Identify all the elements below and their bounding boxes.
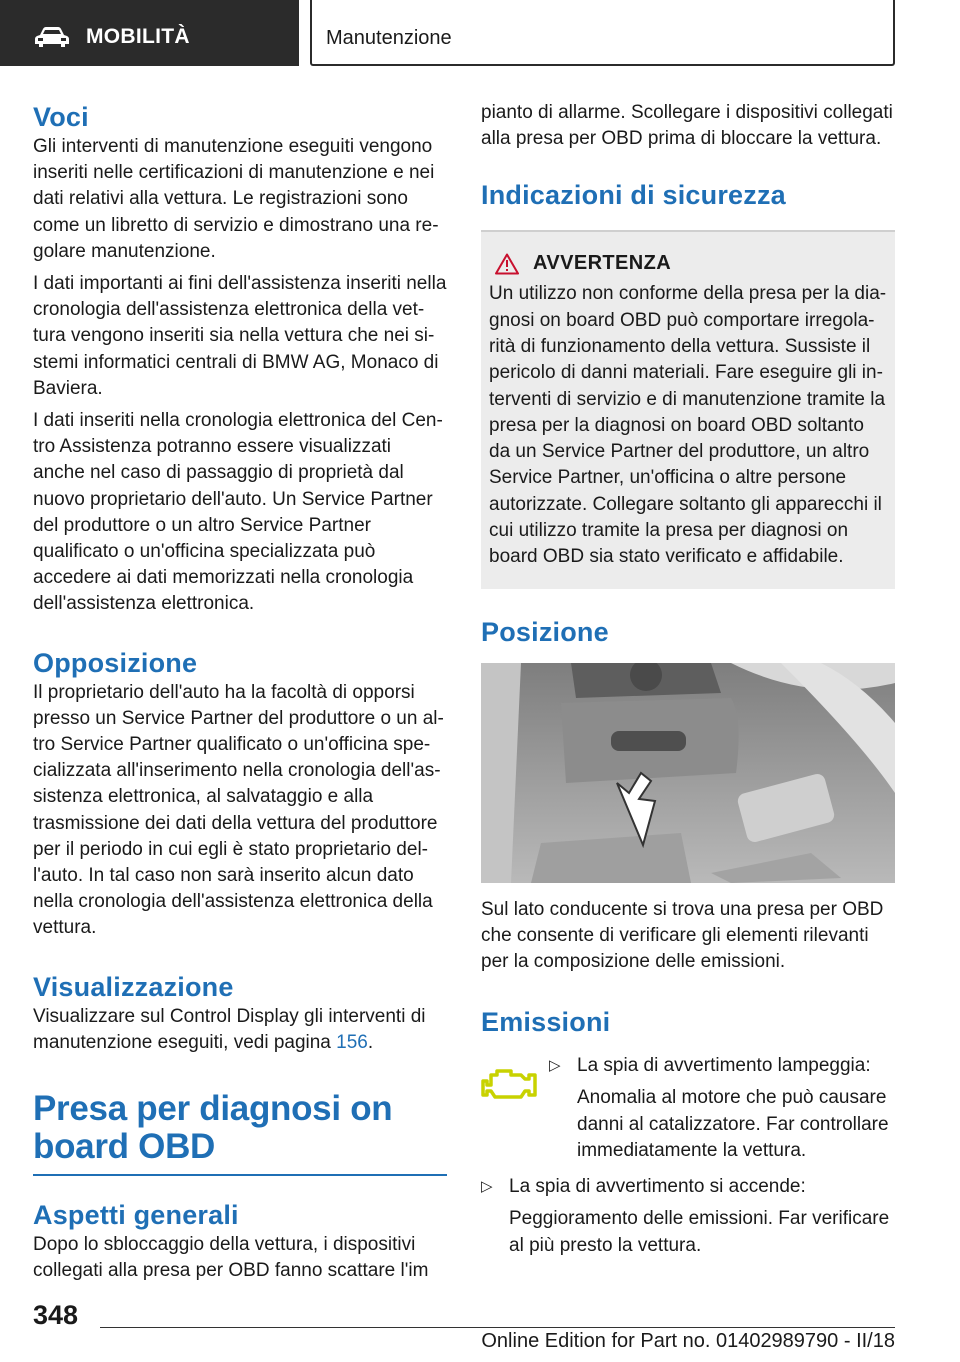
obd-heading-block	[33, 1090, 447, 1176]
list-item-detail: Peggioramento delle emissioni. Far verificare al più presto la vettura.	[509, 1208, 890, 1256]
voci-paragraph-2: I dati importanti ai fini dell'assistenza inseriti nella cronologia dell'assistenza elettronica della vettura vengono inseriti sia nella vettura che nei sistemi informatici centrali di BMW AG, Monaco di Baviera.	[33, 273, 447, 399]
chapter-label: MOBILITÀ	[86, 25, 190, 48]
heading-aspetti-generali: Aspetti generali	[33, 1200, 239, 1231]
car-icon	[34, 26, 70, 48]
heading-voci: Voci	[33, 102, 89, 132]
continued-paragraph: pianto di allarme. Scollegare i dispositivi collegati alla presa per OBD prima di bloccare la vettura.	[481, 102, 893, 150]
aspetti-paragraph: Dopo lo sbloccaggio della vettura, i dispositivi collegati alla presa per OBD fanno scattare l'im	[33, 1234, 429, 1282]
heading-opposizione: Opposizione	[33, 647, 198, 678]
obd-location-photo	[481, 663, 895, 883]
footer-edition: Online Edition for Part no. 01402989790 - II/18	[481, 1330, 895, 1352]
list-item: ▷ La spia di avvertimento si accende: Peggioramento delle emissioni. Far verificare al più presto la vettura.	[481, 1174, 895, 1259]
page-number: 348	[33, 1300, 79, 1330]
emissioni-list	[547, 1053, 895, 1164]
heading-visualizzazione: Visualizzazione	[33, 971, 234, 1002]
voci-paragraph-1: Gli interventi di manutenzione eseguiti vengono inseriti nelle certificazioni di manutenzione e nei dati relativi alla vettura. Le registrazioni sono come un libretto di servizio e dimostrano una regolare manutenzione.	[33, 136, 439, 262]
warning-triangle-icon	[495, 253, 519, 275]
visualizzazione-paragraph: Visualizzare sul Control Display gli interventi di manutenzione eseguiti, vedi pagina 156.	[33, 1005, 426, 1053]
list-item: ▷ La spia di avvertimento lampeggia:	[549, 1053, 895, 1079]
chapter-tab	[0, 0, 299, 66]
engine-warning-icon	[481, 1065, 539, 1101]
bullet-triangle-icon: ▷	[549, 1057, 561, 1075]
heading-posizione: Posizione	[481, 616, 609, 647]
warning-box	[481, 232, 895, 588]
emissioni-row	[481, 1053, 895, 1164]
list-item-detail: Anomalia al motore che può causare danni al catalizzatore. Far controllare immediatamente la vettura.	[577, 1087, 889, 1161]
heading-obd: Presa per diagnosi on board OBD	[33, 1089, 393, 1167]
right-column	[481, 100, 895, 1259]
heading-emissioni: Emissioni	[481, 1007, 611, 1038]
warning-text: Un utilizzo non conforme della presa per la diagnosi on board OBD può comportare irregolarità di funzionamento della vettura. Sussiste il pericolo di danni materiali. Fare eseguire gli interventi di servizio e di manutenzione tramite la presa per la diagnosi on board OBD soltanto da un Service Partner del produttore, un altro Service Partner, un'officina o altre persone autorizzate. Collegare soltanto gli apparecchi il cui utilizzo tramite la presa per diagnosi on board OBD sia stato verificato e affidabile.	[489, 283, 887, 568]
bullet-triangle-icon: ▷	[481, 1178, 493, 1196]
section-title: Manutenzione	[326, 27, 452, 49]
warning-header	[495, 252, 887, 275]
voci-paragraph-3: I dati inseriti nella cronologia elettronica del Centro Assistenza potranno essere visualizzati anche nel caso di passaggio di proprietà dal nuovo proprietario dell'auto. Un Service Partner del produttore o un altro Service Partner qualificato o un'officina specializzata può accedere ai dati memorizzati nella cronologia dell'assistenza elettronica.	[33, 410, 443, 615]
obd-photo-illustration	[481, 663, 895, 883]
posizione-caption: Sul lato conducente si trova una presa per OBD che consente di verificare gli elementi rilevanti per la composizione delle emissioni.	[481, 898, 884, 973]
page-link[interactable]: 156	[336, 1031, 368, 1053]
opposizione-paragraph: Il proprietario dell'auto ha la facoltà di opporsi presso un Service Partner del produttore o un altro Service Partner qualificato o un'officina specializzata all'inserimento nella cronologia dell'assistenza elettronica, al salvataggio e alla trasmissione dei dati della vettura del produttore per il periodo in cui egli è stato proprietario dell'auto. In tal caso non sarà inserito alcun dato nella cronologia dell'assistenza elettronica della vettura.	[33, 681, 444, 939]
engine-icon-wrap	[481, 1053, 547, 1164]
warning-title: AVVERTENZA	[533, 252, 672, 275]
section-header	[310, 0, 895, 66]
left-column	[33, 100, 447, 1285]
heading-sicurezza: Indicazioni di sicurezza	[481, 180, 786, 211]
footer-rule	[100, 1327, 895, 1328]
